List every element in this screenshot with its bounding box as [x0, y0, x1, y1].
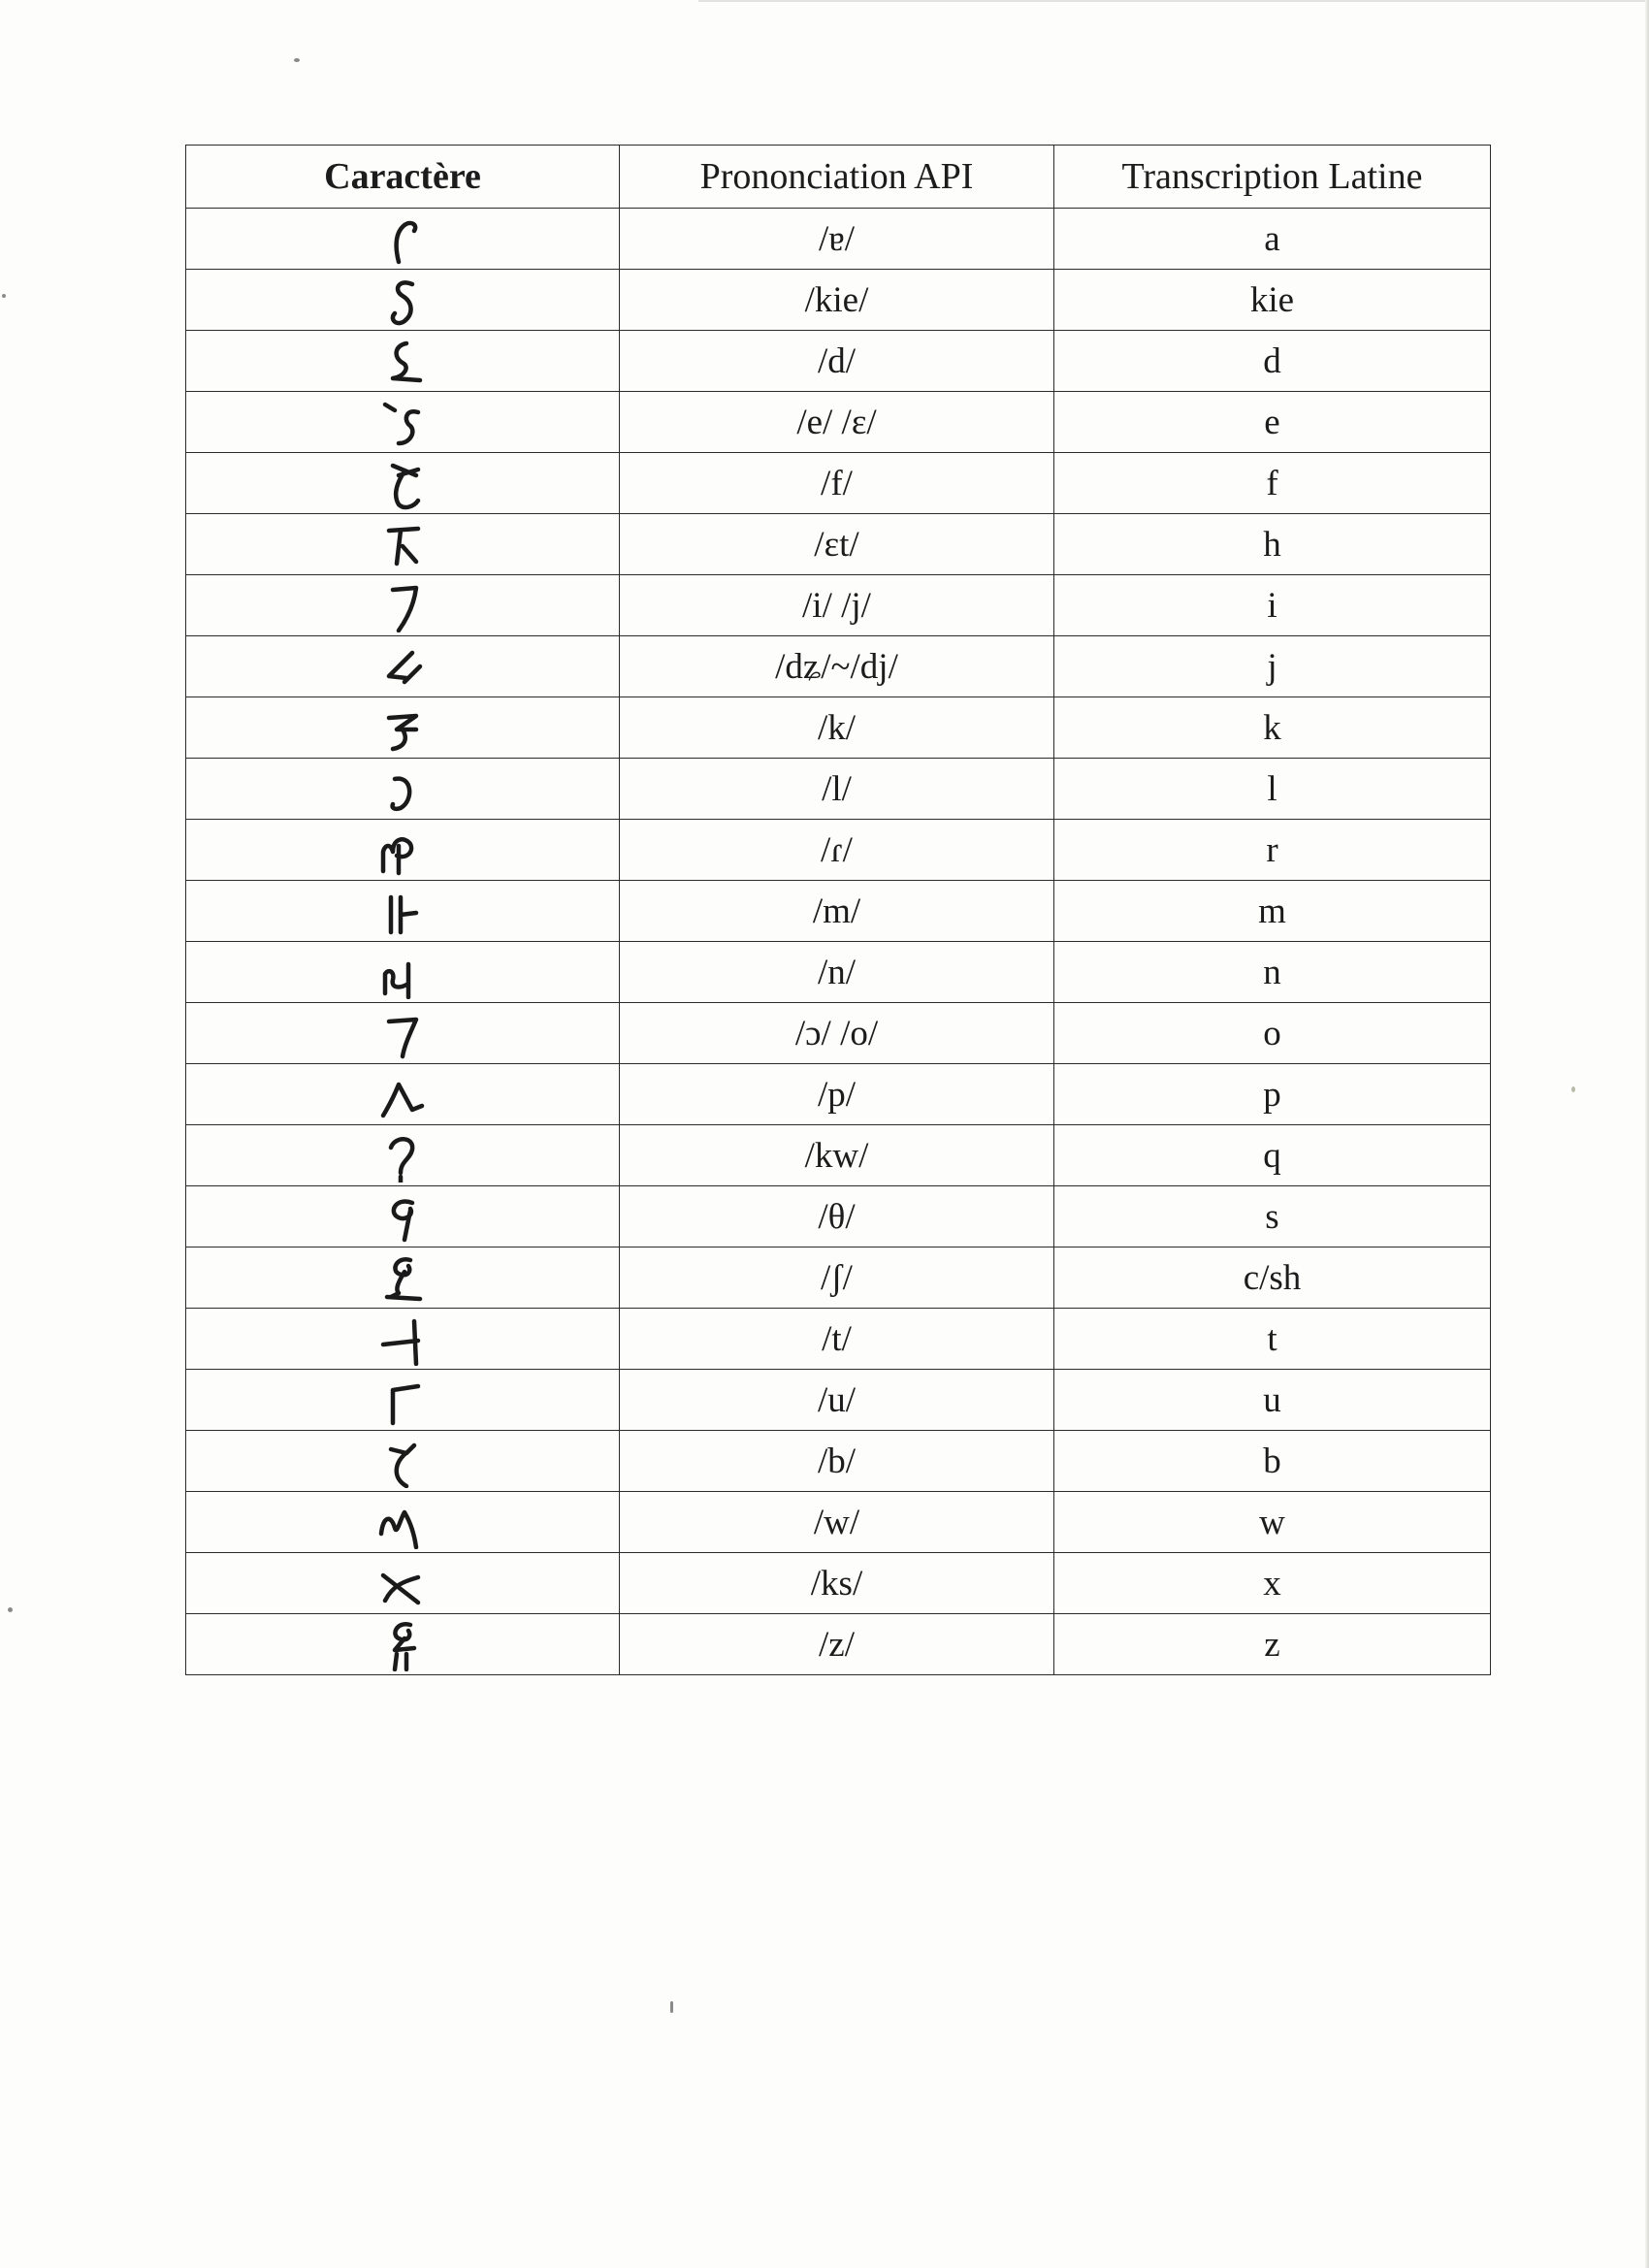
handwritten-glyph-f	[375, 456, 430, 510]
handwritten-glyph-r	[375, 823, 430, 877]
table-row	[186, 1492, 1491, 1553]
table-row	[186, 1247, 1491, 1309]
handwritten-glyph-z	[375, 1617, 430, 1671]
table-row	[186, 392, 1491, 453]
cell-ipa: /θ/	[620, 1186, 1054, 1247]
header-character: Caractère	[186, 146, 620, 209]
cell-character	[186, 453, 620, 514]
cell-latin: u	[1054, 1370, 1491, 1431]
table-row	[186, 1309, 1491, 1370]
handwritten-glyph-x	[375, 1556, 430, 1610]
alphabet-table	[185, 145, 1491, 1675]
handwritten-glyph-t	[375, 1312, 430, 1366]
handwritten-glyph-h	[375, 517, 430, 571]
handwritten-glyph-q	[375, 1128, 430, 1183]
cell-ipa: /p/	[620, 1064, 1054, 1125]
table-row	[186, 514, 1491, 575]
table-row	[186, 1003, 1491, 1064]
cell-character	[186, 636, 620, 697]
cell-ipa: /t/	[620, 1309, 1054, 1370]
cell-character	[186, 1247, 620, 1309]
header-latin: Transcription Latine	[1054, 146, 1491, 209]
scan-speck	[294, 58, 300, 62]
handwritten-glyph-a	[375, 211, 430, 266]
handwritten-glyph-m	[375, 884, 430, 938]
cell-latin: b	[1054, 1431, 1491, 1492]
cell-ipa: /ʃ/	[620, 1247, 1054, 1309]
table-row	[186, 636, 1491, 697]
cell-character	[186, 1370, 620, 1431]
cell-character	[186, 1125, 620, 1186]
page-right-edge	[1645, 0, 1649, 2268]
table-row	[186, 453, 1491, 514]
handwritten-glyph-s	[375, 1189, 430, 1244]
cell-character	[186, 270, 620, 331]
cell-ipa: /l/	[620, 759, 1054, 820]
cell-latin: d	[1054, 331, 1491, 392]
cell-character	[186, 392, 620, 453]
handwritten-glyph-e	[375, 395, 430, 449]
cell-latin: r	[1054, 820, 1491, 881]
cell-ipa: /f/	[620, 453, 1054, 514]
page-top-edge	[698, 0, 1649, 2]
cell-character	[186, 881, 620, 942]
table-row	[186, 209, 1491, 270]
handwritten-glyph-d	[375, 334, 430, 388]
cell-ipa: /d/	[620, 331, 1054, 392]
cell-character	[186, 1614, 620, 1675]
cell-latin: a	[1054, 209, 1491, 270]
table-body	[186, 209, 1491, 1675]
table-row	[186, 881, 1491, 942]
cell-character	[186, 1553, 620, 1614]
cell-latin: m	[1054, 881, 1491, 942]
handwritten-glyph-p	[375, 1067, 430, 1121]
table-row	[186, 1125, 1491, 1186]
cell-ipa: /kie/	[620, 270, 1054, 331]
cell-latin: j	[1054, 636, 1491, 697]
handwritten-glyph-sh	[375, 1250, 430, 1305]
cell-ipa: /z/	[620, 1614, 1054, 1675]
cell-latin: t	[1054, 1309, 1491, 1370]
cell-latin: c/sh	[1054, 1247, 1491, 1309]
cell-ipa: /e/ /ɛ/	[620, 392, 1054, 453]
table-row	[186, 1431, 1491, 1492]
handwritten-glyph-j	[375, 639, 430, 694]
cell-latin: q	[1054, 1125, 1491, 1186]
table-row	[186, 942, 1491, 1003]
handwritten-glyph-b	[375, 1434, 430, 1488]
cell-latin: f	[1054, 453, 1491, 514]
handwritten-glyph-w	[375, 1495, 430, 1549]
scan-speck	[8, 1607, 13, 1612]
scan-speck	[1571, 1086, 1575, 1092]
cell-character	[186, 1003, 620, 1064]
table-header-row	[186, 146, 1491, 209]
cell-character	[186, 1064, 620, 1125]
cell-ipa: /m/	[620, 881, 1054, 942]
cell-latin: e	[1054, 392, 1491, 453]
table-row	[186, 1614, 1491, 1675]
cell-ipa: /ks/	[620, 1553, 1054, 1614]
cell-latin: n	[1054, 942, 1491, 1003]
cell-ipa: /ɛt/	[620, 514, 1054, 575]
handwritten-glyph-u	[375, 1373, 430, 1427]
cell-character	[186, 759, 620, 820]
cell-character	[186, 1309, 620, 1370]
table-row	[186, 820, 1491, 881]
cell-latin: k	[1054, 697, 1491, 759]
cell-character	[186, 942, 620, 1003]
cell-ipa: /kw/	[620, 1125, 1054, 1186]
cell-character	[186, 1186, 620, 1247]
cell-character	[186, 820, 620, 881]
cell-character	[186, 514, 620, 575]
scan-speck	[2, 294, 6, 298]
table-row	[186, 575, 1491, 636]
cell-character	[186, 697, 620, 759]
cell-ipa: /k/	[620, 697, 1054, 759]
cell-ipa: /u/	[620, 1370, 1054, 1431]
handwritten-glyph-i	[375, 578, 430, 632]
cell-ipa: /ɔ/ /o/	[620, 1003, 1054, 1064]
table-row	[186, 1064, 1491, 1125]
table-row	[186, 331, 1491, 392]
cell-latin: w	[1054, 1492, 1491, 1553]
cell-ipa: /i/ /j/	[620, 575, 1054, 636]
cell-ipa: /ɐ/	[620, 209, 1054, 270]
cell-ipa: /b/	[620, 1431, 1054, 1492]
cell-latin: h	[1054, 514, 1491, 575]
cell-latin: x	[1054, 1553, 1491, 1614]
cell-ipa: /n/	[620, 942, 1054, 1003]
cell-character	[186, 209, 620, 270]
cell-character	[186, 1492, 620, 1553]
handwritten-glyph-kie	[375, 273, 430, 327]
cell-latin: o	[1054, 1003, 1491, 1064]
table-row	[186, 270, 1491, 331]
cell-character	[186, 331, 620, 392]
cell-latin: i	[1054, 575, 1491, 636]
cell-latin: l	[1054, 759, 1491, 820]
table-row	[186, 1370, 1491, 1431]
cell-ipa: /ɾ/	[620, 820, 1054, 881]
cell-latin: kie	[1054, 270, 1491, 331]
handwritten-glyph-o	[375, 1006, 430, 1060]
scan-speck	[670, 2001, 673, 2013]
handwritten-glyph-k	[375, 700, 430, 755]
cell-latin: p	[1054, 1064, 1491, 1125]
cell-latin: s	[1054, 1186, 1491, 1247]
table-row	[186, 1553, 1491, 1614]
table-row	[186, 1186, 1491, 1247]
cell-character	[186, 575, 620, 636]
handwritten-glyph-n	[375, 945, 430, 999]
table-row	[186, 759, 1491, 820]
cell-ipa: /dʑ/~/dj/	[620, 636, 1054, 697]
table-row	[186, 697, 1491, 759]
cell-ipa: /w/	[620, 1492, 1054, 1553]
cell-character	[186, 1431, 620, 1492]
header-ipa: Prononciation API	[620, 146, 1054, 209]
handwritten-glyph-l	[375, 761, 430, 816]
cell-latin: z	[1054, 1614, 1491, 1675]
